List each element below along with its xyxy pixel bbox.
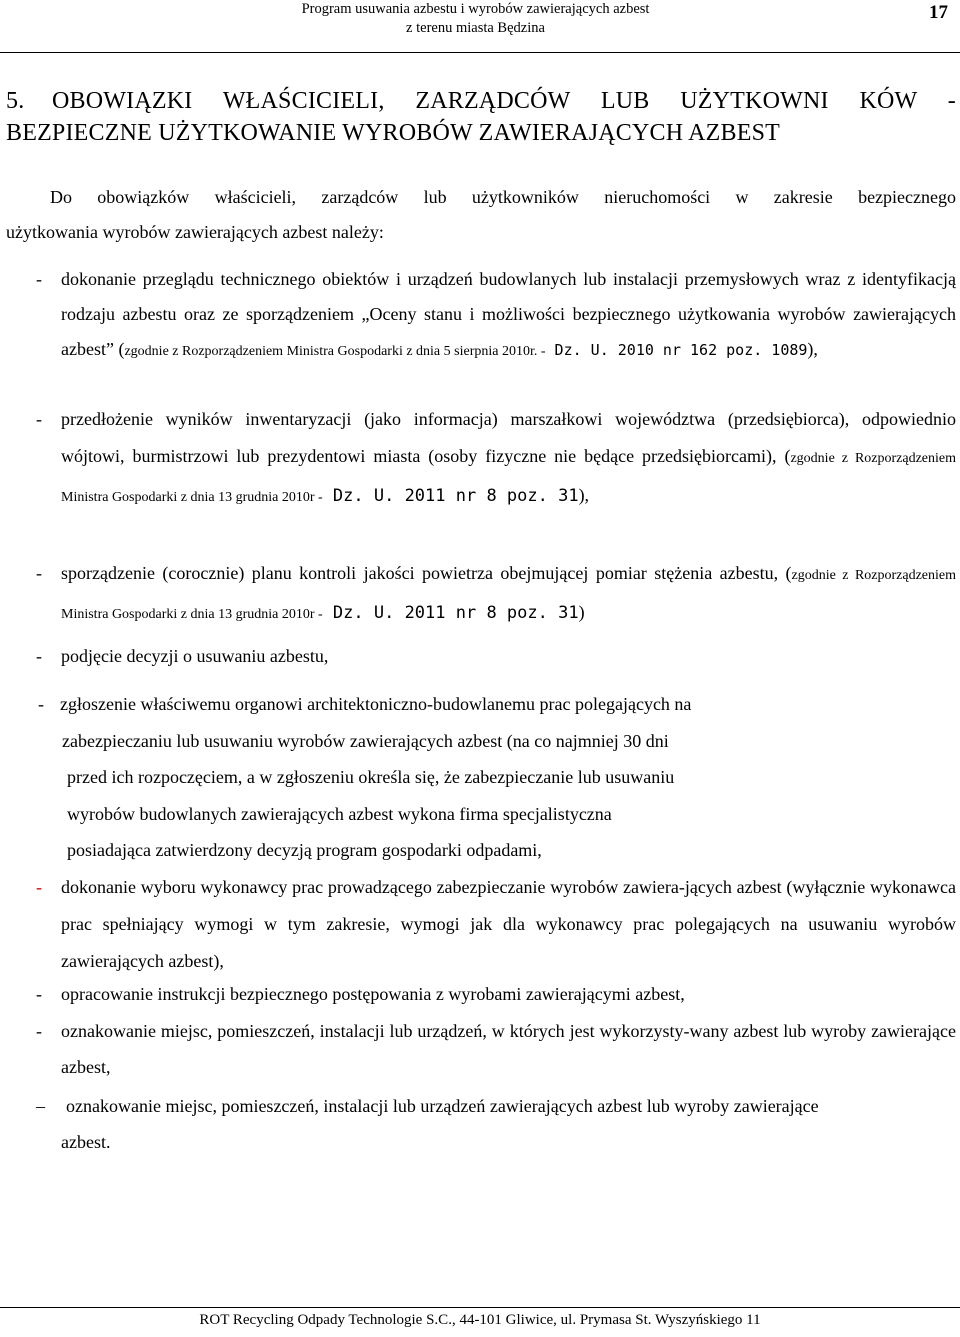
page-header [0, 0, 960, 53]
item-text: dokonanie wyboru wykonawcy prac prowadzącego zabezpieczanie wyrobów zawiera-jących azbest (wyłącznie wykonawca prac spełniający wymogi w tym zakresie, wymogi jak dla wykonawcy prac polegających na usuwaniu wyrobów zawierających azbest), [61, 877, 956, 971]
list-dash: - [36, 1021, 42, 1041]
header-line-1: Program usuwania azbestu i wyrobów zawierających azbest [301, 1, 650, 17]
intro-paragraph [6, 180, 956, 250]
list-dash: - [36, 984, 42, 1004]
list-dash: - [36, 269, 42, 289]
list-item [36, 262, 956, 369]
intro-line-2: użytkowania wyrobów zawierających azbest należy: [6, 222, 384, 242]
list-dash: – [36, 1096, 45, 1116]
item-line-2: azbest. [61, 1132, 111, 1152]
list-dash: - [36, 409, 42, 429]
list-item [38, 686, 958, 869]
item-line-2: zabezpieczaniu lub usuwaniu wyrobów zawierających azbest (na co najmniej 30 dni [62, 730, 669, 751]
page-footer [0, 1307, 960, 1337]
heading-line-1: OBOWIĄZKI WŁAŚCICIELI, ZARZĄDCÓW LUB UŻYTKOWNI KÓW - [52, 88, 956, 114]
item-end: ), [807, 339, 818, 359]
list-dash: - [36, 877, 42, 897]
page-number: 17 [929, 2, 948, 23]
legal-reference: zgodnie z Rozporządzeniem Ministra Gospodarki z dnia 5 sierpnia 2010r. - [124, 344, 546, 359]
list-dash: - [38, 694, 44, 714]
journal-reference: Dz. U. 2010 nr 162 poz. 1089 [545, 341, 808, 359]
item-text: oznakowanie miejsc, pomieszczeń, instalacji lub urządzeń, w których jest wykorzysty-wany azbest lub wyroby zawierające azbest, [61, 1021, 956, 1077]
item-text: dokonanie przeglądu technicznego obiektów i urządzeń budowlanych lub instalacji przemysłowych wraz z identyfikacją rodzaju azbestu oraz ze sporządzeniem „Oceny stanu i możliwości bezpiecznego użytkowania wyrobów zawierających azbest” ( [61, 269, 956, 359]
header-title [283, 0, 668, 38]
section-heading [6, 85, 956, 149]
intro-line-1: Do obowiązków właścicieli, zarządców lub użytkowników nieruchomości w zakresie bezpiecznego [50, 187, 956, 207]
list-item [36, 1013, 956, 1085]
journal-reference: Dz. U. 2011 nr 8 poz. 31 [322, 603, 579, 623]
journal-reference: Dz. U. 2011 nr 8 poz. 31 [322, 486, 579, 506]
list-item [36, 1088, 956, 1160]
footer-address: ROT Recycling Odpady Technologie S.C., 44-101 Gliwice, ul. Prymasa St. Wyszyńskiego 11 [199, 1312, 761, 1328]
list-item [36, 643, 956, 669]
list-dash: - [36, 646, 42, 666]
item-line-1: zgłoszenie właściwemu organowi architektoniczno-budowlanemu prac polegających na [60, 694, 692, 714]
item-end: ) [578, 602, 585, 622]
legal-reference: zgodnie z Rozporządzeniem Ministra Gospodarki z dnia 13 grudnia 2010r - [61, 451, 956, 505]
item-text: podjęcie decyzji o usuwaniu azbestu, [61, 646, 329, 666]
list-item [36, 555, 956, 633]
item-text: sporządzenie (corocznie) planu kontroli jakości powietrza obejmującej pomiar stężenia azbestu, ( [61, 563, 792, 583]
item-line-5: posiadająca zatwierdzony decyzją program gospodarki odpadami, [67, 840, 542, 860]
heading-line-2: BEZPIECZNE UŻYTKOWANIE WYROBÓW ZAWIERAJĄCYCH AZBEST [6, 120, 781, 146]
item-text: opracowanie instrukcji bezpiecznego postępowania z wyrobami zawierającymi azbest, [61, 984, 685, 1004]
list-item [36, 401, 956, 516]
item-text: przedłożenie wyników inwentaryzacji (jako informacja) marszałkowi województwa (przedsiębiorca), odpowiednio wójtowi, burmistrzowi lub prezydentowi miasta (osoby fizyczne nie będące przedsiębiorcami), ( [61, 409, 956, 466]
list-item [36, 869, 956, 980]
item-end: ), [578, 485, 590, 505]
list-dash: - [36, 563, 42, 583]
item-line-3: przed ich rozpoczęciem, a w zgłoszeniu określa się, że zabezpieczanie lub usuwaniu [67, 767, 675, 787]
section-number: 5. [6, 88, 25, 114]
legal-reference: zgodnie z Rozporządzeniem Ministra Gospodarki z dnia 13 grudnia 2010r - [61, 568, 957, 622]
item-line-1: oznakowanie miejsc, pomieszczeń, instalacji lub urządzeń zawierających azbest lub wyroby zawierające [66, 1096, 819, 1116]
item-line-4: wyrobów budowlanych zawierających azbest wykona firma specjalistyczna [67, 803, 612, 824]
list-item [36, 980, 956, 1008]
header-line-2: z terenu miasta Będzina [406, 20, 545, 36]
